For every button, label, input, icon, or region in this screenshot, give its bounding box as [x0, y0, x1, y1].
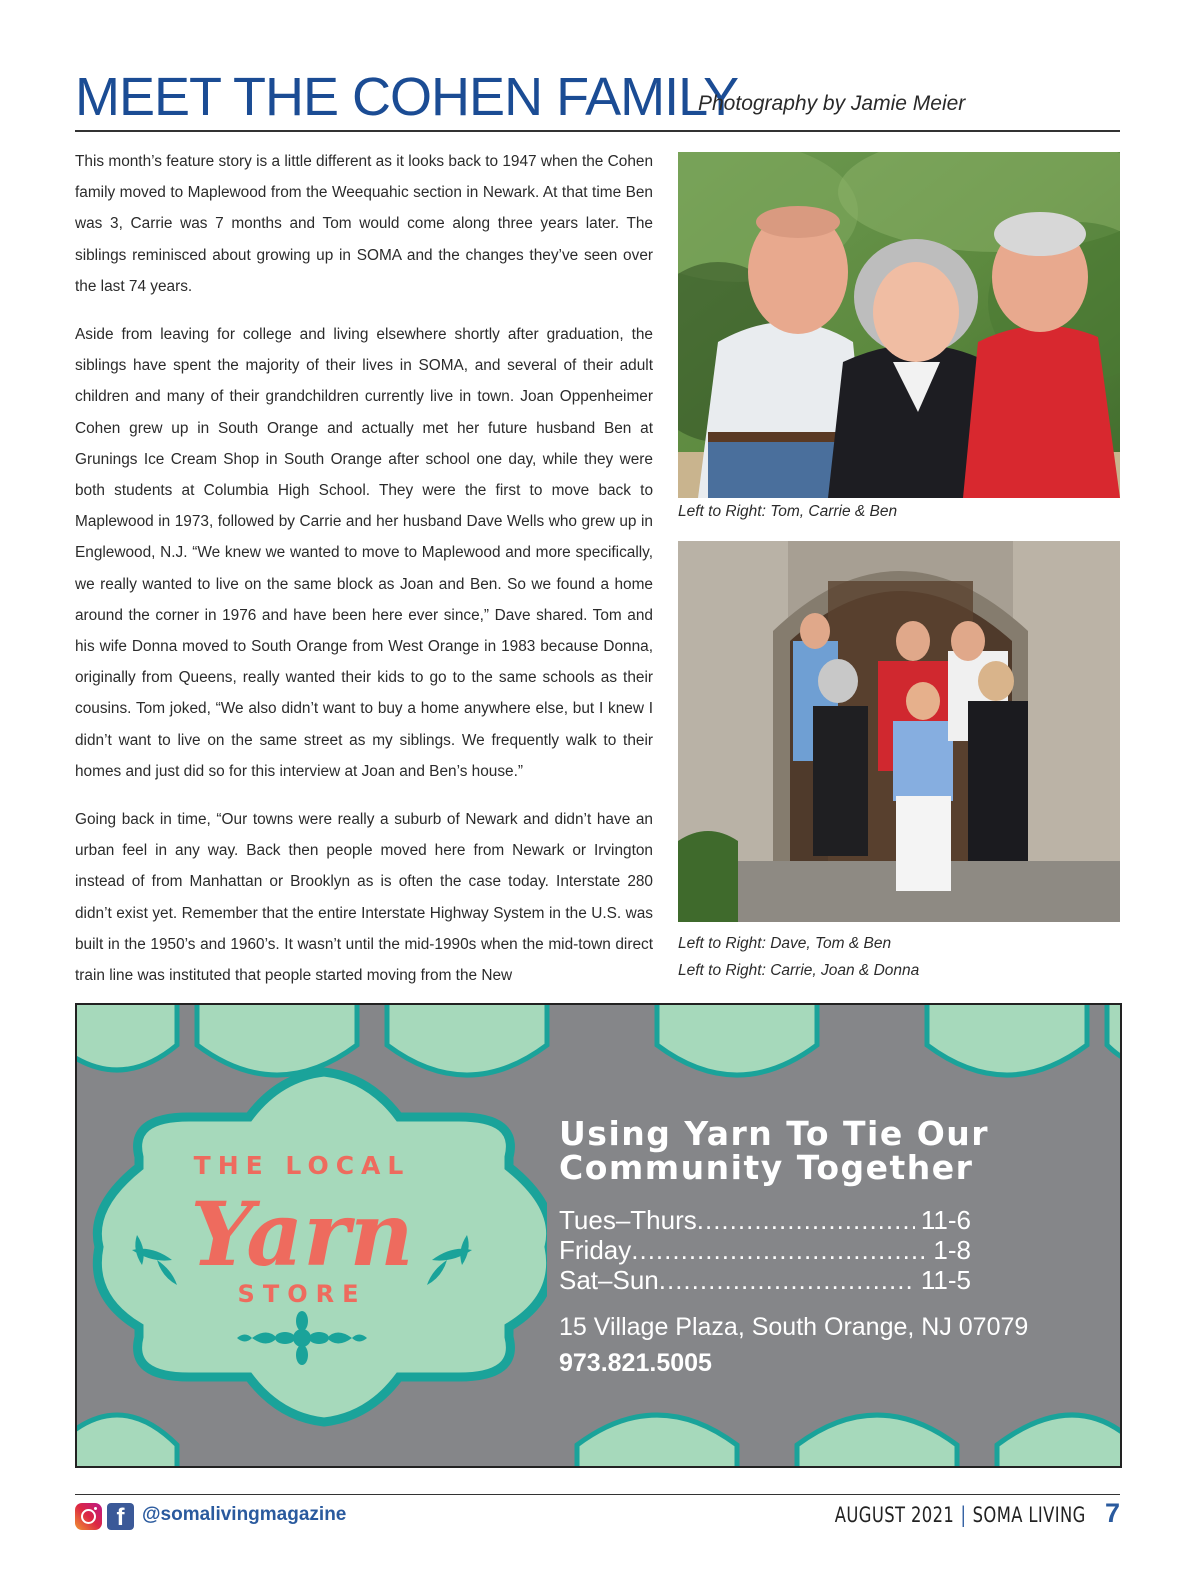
store-phone[interactable]: 973.821.5005 [559, 1349, 712, 1377]
photo-credit: Photography by Jamie Meier [698, 92, 966, 115]
hours-row: Tues–Thurs ..... 11-6 [559, 1205, 971, 1235]
article-paragraph: Aside from leaving for college and living elsewhere shortly after graduation, the siblings have spent the majority of their lives in SOMA, and several of their adult children and many of their grandchildren currently live in town. Joan Oppenheimer Cohen grew up in South Orange and actually met her future husband Ben at Grunings Ice Cream Shop in South Orange after school one day, while they were both students at Columbia High School. They were the first to move back to Maplewood in 1973, followed by Carrie and her husband Dave Wells who grew up in Englewood, N.J. “We knew we wanted to move to Maplewood and more specifically, we really wanted to live on the same block as Joan and Ben. So we found a home around the corner in 1976 and have been here ever since,” Dave shared. Tom and his wife Donna moved to South Orange from West Orange in 1983 because Donna, originally from Queens, really wanted their kids to go to the same schools as their cousins. Tom joked, “We also didn’t want to buy a home anywhere else, but I knew I didn’t want to live on the same street as my siblings. We frequently walk to their homes and just did so for this interview at Joan and Ben’s house.” [75, 326, 653, 780]
family-photo-doorway [678, 541, 1120, 922]
yarn-store-logo [77, 1005, 547, 1466]
family-photo-bench [678, 152, 1120, 498]
article-body [75, 146, 653, 984]
page-number: 7 [1104, 1498, 1120, 1528]
logo-text-top: THE LOCAL [193, 1151, 411, 1180]
photo-caption: Left to Right: Carrie, Joan & Donna [678, 962, 920, 979]
facebook-icon[interactable]: f [107, 1503, 134, 1530]
photo-caption: Left to Right: Dave, Tom & Ben [678, 935, 892, 952]
logo-text-bottom: STORE [237, 1280, 367, 1308]
ad-headline: Using Yarn To Tie Our Community Together [559, 1114, 990, 1187]
issue-info: AUGUST 2021 | SOMA LIVING [835, 1503, 1086, 1527]
page-footer [75, 1494, 1120, 1535]
photo-caption: Left to Right: Tom, Carrie & Ben [678, 503, 898, 520]
hours-row: Sat–Sun ..... 11-5 [559, 1265, 971, 1295]
article-paragraph: This month’s feature story is a little different as it looks back to 1947 when the Cohen family moved to Maplewood from the Weequahic section in Newark. At that time Ben was 3, Carrie was 7 months and Tom would come along three years later. The siblings reminisced about growing up in SOMA and the changes they’ve seen over the last 74 years. [75, 153, 653, 295]
article-paragraph: Going back in time, “Our towns were really a suburb of Newark and didn’t have an urban feel in any way. Back then people moved here from Newark or Irvington instead of from Manhattan or Brooklyn as is often the case today. Interstate 280 didn’t exist yet. Remember that the entire Interstate Highway System in the U.S. was built in the 1950’s and 1960’s. It wasn’t until the mid-1990s when the mid-town direct train line was instituted that people started moving from the New [75, 811, 653, 984]
social-handle[interactable]: @somalivingmagazine [142, 1504, 347, 1525]
yarn-store-advertisement[interactable] [75, 1003, 1122, 1468]
store-address: 15 Village Plaza, South Orange, NJ 07079 [559, 1313, 1029, 1341]
article-header [75, 62, 1120, 132]
page-title: MEET THE COHEN FAMILY [75, 67, 739, 127]
hours-row: Friday ..... 1-8 [559, 1235, 971, 1265]
logo-text-main: Yarn [190, 1182, 414, 1286]
instagram-icon[interactable] [75, 1503, 102, 1530]
store-hours [559, 1205, 971, 1295]
